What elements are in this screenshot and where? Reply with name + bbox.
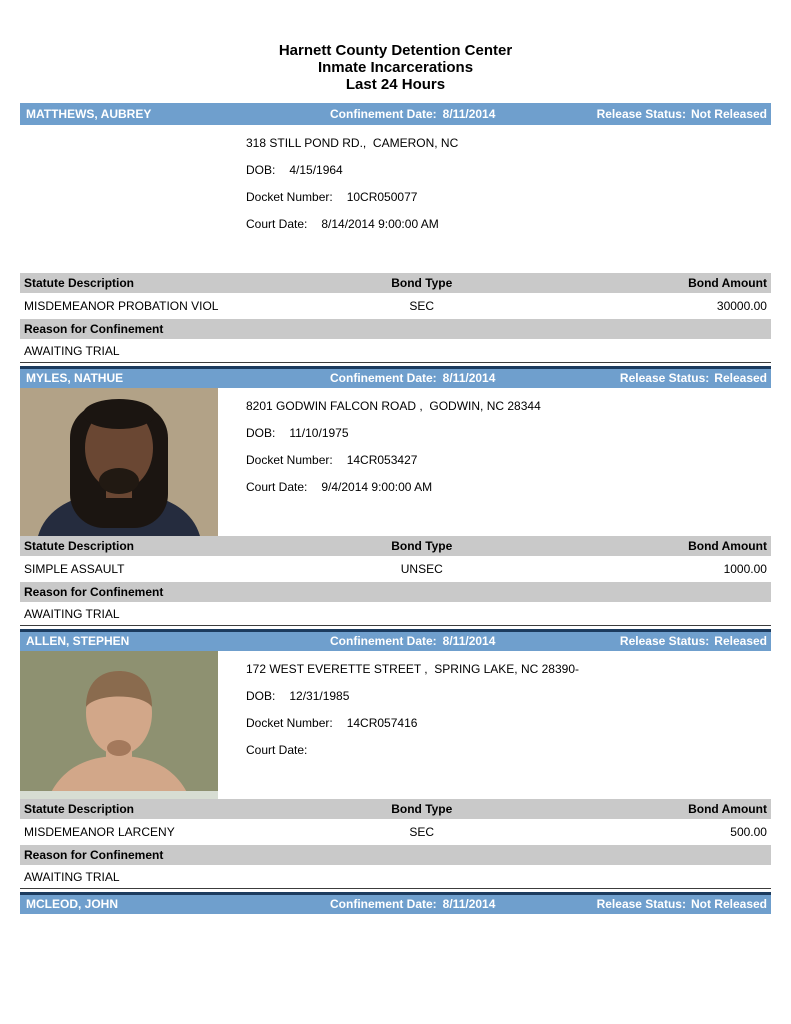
- bond-amount-header: Bond Amount: [688, 539, 767, 553]
- inmate-docket: [246, 447, 771, 474]
- release-status-value: Released: [714, 634, 767, 648]
- reason-header-label: Reason for Confinement: [24, 848, 164, 862]
- inmate-photo: [20, 651, 218, 799]
- charge-table: [20, 536, 771, 626]
- release-status-label: Release Status:: [596, 897, 686, 911]
- release-status: [620, 632, 767, 651]
- confinement-date-value: 8/11/2014: [442, 634, 496, 648]
- docket-label: Docket Number:: [246, 453, 333, 467]
- court-date-label: Court Date:: [246, 743, 308, 757]
- charge-row: [20, 556, 771, 582]
- bond-amount-header: Bond Amount: [688, 802, 767, 816]
- statute-value: MISDEMEANOR LARCENY: [24, 825, 175, 839]
- confinement-date-label: Confinement Date:: [330, 897, 437, 911]
- docket-label: Docket Number:: [246, 190, 333, 204]
- inmate-record: [20, 366, 771, 626]
- docket-label: Docket Number:: [246, 716, 333, 730]
- inmate-record: [20, 103, 771, 363]
- charge-row: [20, 293, 771, 319]
- inmate-header-bar: [20, 103, 771, 125]
- court-date-value: 8/14/2014 9:00:00 AM: [321, 217, 439, 231]
- confinement-date-value: 8/11/2014: [442, 107, 496, 121]
- court-date-label: Court Date:: [246, 480, 308, 494]
- inmate-record: [20, 629, 771, 889]
- docket-value: 14CR053427: [346, 453, 418, 467]
- reason-header-label: Reason for Confinement: [24, 322, 164, 336]
- inmate-header-bar: [20, 366, 771, 388]
- bond-type-value: UNSEC: [400, 562, 443, 576]
- inmate-court-date: [246, 737, 771, 764]
- inmate-docket: [246, 710, 771, 737]
- release-status-value: Released: [714, 371, 767, 385]
- confinement-date: [330, 369, 495, 388]
- release-status-value: Not Released: [690, 107, 767, 121]
- charge-table-header: [20, 273, 771, 293]
- release-status: [597, 895, 767, 914]
- reason-header: [20, 319, 771, 339]
- inmate-dob: [246, 683, 771, 710]
- statute-description-header: Statute Description: [24, 276, 135, 290]
- release-status: [620, 369, 767, 388]
- report-title-line1: Harnett County Detention Center: [278, 42, 513, 59]
- inmate-name: MCLEOD, JOHN: [26, 897, 119, 911]
- inmate-name: MATTHEWS, AUBREY: [26, 107, 152, 121]
- report-title-line3: Last 24 Hours: [345, 76, 446, 93]
- bond-amount-header: Bond Amount: [688, 276, 767, 290]
- confinement-date: [330, 895, 495, 914]
- charge-table-header: [20, 799, 771, 819]
- release-status-label: Release Status:: [619, 634, 710, 648]
- inmate-details: [20, 651, 771, 799]
- reason-value: AWAITING TRIAL: [20, 602, 771, 626]
- court-date-label: Court Date:: [246, 217, 308, 231]
- charge-table: [20, 273, 771, 363]
- court-date-value: 9/4/2014 9:00:00 AM: [321, 480, 433, 494]
- report-title-line2: Inmate Incarcerations: [317, 59, 474, 76]
- release-status: [597, 103, 767, 125]
- inmate-photo: [20, 388, 218, 536]
- reason-value: AWAITING TRIAL: [20, 865, 771, 889]
- reason-header: [20, 582, 771, 602]
- report-title: [20, 42, 771, 93]
- inmate-court-date: [246, 474, 771, 501]
- charge-row: [20, 819, 771, 845]
- reason-header: [20, 845, 771, 865]
- confinement-date-label: Confinement Date:: [330, 107, 437, 121]
- bond-type-header: Bond Type: [391, 539, 453, 553]
- inmate-record: [20, 892, 771, 914]
- confinement-date-label: Confinement Date:: [330, 371, 437, 385]
- inmate-address: 318 STILL POND RD., CAMERON, NC: [246, 136, 459, 150]
- bond-amount-value: 500.00: [730, 825, 767, 839]
- confinement-date: [330, 632, 495, 651]
- inmate-docket: [246, 184, 771, 211]
- inmate-dob: [246, 420, 771, 447]
- inmate-details: [20, 388, 771, 536]
- statute-value: SIMPLE ASSAULT: [24, 562, 125, 576]
- inmate-header-bar: [20, 892, 771, 914]
- dob-label: DOB:: [246, 163, 276, 177]
- reason-header-label: Reason for Confinement: [24, 585, 164, 599]
- inmate-name: MYLES, NATHUE: [26, 371, 124, 385]
- confinement-date-label: Confinement Date:: [330, 634, 437, 648]
- docket-value: 14CR057416: [346, 716, 418, 730]
- docket-value: 10CR050077: [346, 190, 418, 204]
- release-status-value: Not Released: [690, 897, 767, 911]
- confinement-date-value: 8/11/2014: [442, 897, 496, 911]
- inmate-dob: [246, 157, 771, 184]
- reason-value: AWAITING TRIAL: [20, 339, 771, 363]
- bond-type-header: Bond Type: [391, 802, 453, 816]
- statute-description-header: Statute Description: [24, 539, 135, 553]
- confinement-date: [330, 103, 495, 125]
- statute-value: MISDEMEANOR PROBATION VIOL: [24, 299, 219, 313]
- charge-table: [20, 799, 771, 889]
- release-status-label: Release Status:: [619, 371, 710, 385]
- inmate-address: 8201 GODWIN FALCON ROAD , GODWIN, NC 28344: [246, 399, 541, 413]
- dob-value: 12/31/1985: [289, 689, 350, 703]
- bond-amount-value: 1000.00: [723, 562, 767, 576]
- bond-type-header: Bond Type: [391, 276, 453, 290]
- inmate-header-bar: [20, 629, 771, 651]
- statute-description-header: Statute Description: [24, 802, 135, 816]
- dob-label: DOB:: [246, 426, 276, 440]
- inmate-details: [20, 125, 771, 273]
- dob-value: 4/15/1964: [289, 163, 343, 177]
- charge-table-header: [20, 536, 771, 556]
- inmate-court-date: [246, 211, 771, 238]
- bond-type-value: SEC: [409, 299, 435, 313]
- release-status-label: Release Status:: [596, 107, 686, 121]
- inmate-address: 172 WEST EVERETTE STREET , SPRING LAKE, NC 28390-: [246, 662, 579, 676]
- dob-value: 11/10/1975: [289, 426, 349, 440]
- confinement-date-value: 8/11/2014: [442, 371, 496, 385]
- dob-label: DOB:: [246, 689, 276, 703]
- bond-type-value: SEC: [409, 825, 435, 839]
- bond-amount-value: 30000.00: [716, 299, 767, 313]
- inmate-name: ALLEN, STEPHEN: [26, 634, 130, 648]
